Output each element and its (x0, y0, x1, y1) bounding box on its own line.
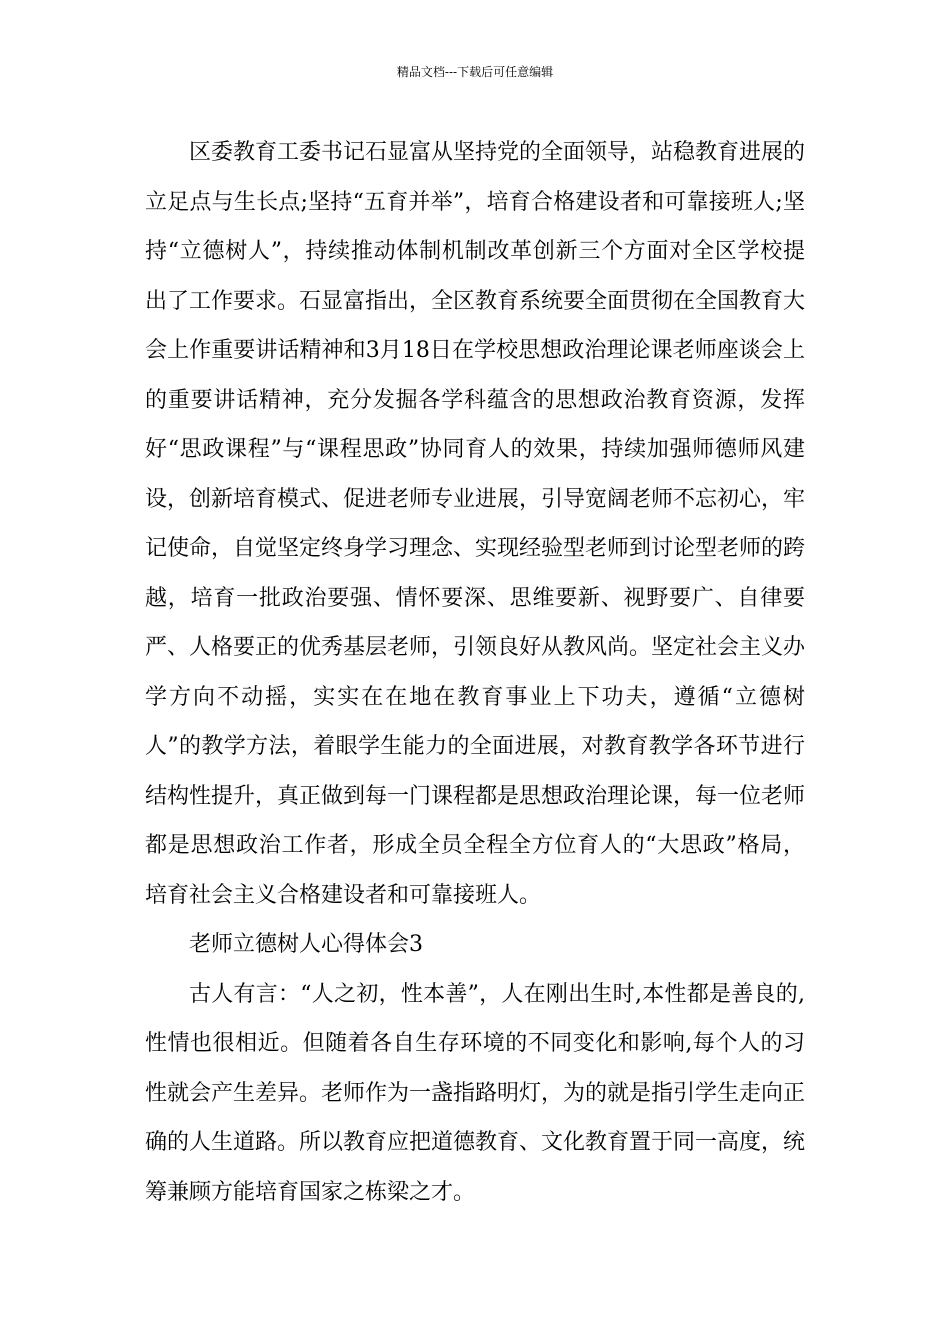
section-heading: 老师立德树人心得体会3 (189, 932, 423, 957)
document-body (145, 128, 805, 1217)
body-paragraph: 区委教育工委书记石显富从坚持党的全面领导，站稳教育进展的立足点与生长点;坚持“五育并举”，培育合格建设者和可靠接班人;坚持“立德树人”，持续推动体制机制改革创新三个方面对全区学校提出了工作要求。石显富指出，全区教育系统要全面贯彻在全国教育大会上作重要讲话精神和3月18日在学校思想政治理论课老师座谈会上的重要讲话精神，充分发掘各学科蕴含的思想政治教育资源，发挥好“思政课程”与“课程思政”协同育人的效果，持续加强师德师风建设，创新培育模式、促进老师专业进展，引导宽阔老师不忘初心，牢记使命，自觉坚定终身学习理念、实现经验型老师到讨论型老师的跨越，培育一批政治要强、情怀要深、思维要新、视野要广、自律要严、人格要正的优秀基层老师，引领良好从教风尚。坚定社会主义办学方向不动摇，实实在在地在教育事业上下功夫，遵循“立德树人”的教学方法，着眼学生能力的全面进展，对教育教学各环节进行结构性提升，真正做到每一门课程都是思想政治理论课，每一位老师都是思想政治工作者，形成全员全程全方位育人的“大思政”格局，培育社会主义合格建设者和可靠接班人。 (145, 140, 806, 908)
page-header: 精品文档---下载后可任意编辑 (396, 65, 554, 79)
body-paragraph: 古人有言：“人之初，性本善”，人在刚出生时,本性都是善良的,性情也很相近。但随着各自生存环境的不同变化和影响,每个人的习性就会产生差异。老师作为一盏指路明灯，为的就是指引学生走向正确的人生道路。所以教育应把道德教育、文化教育置于同一高度，统筹兼顾方能培育国家之栋梁之才。 (145, 981, 806, 1205)
